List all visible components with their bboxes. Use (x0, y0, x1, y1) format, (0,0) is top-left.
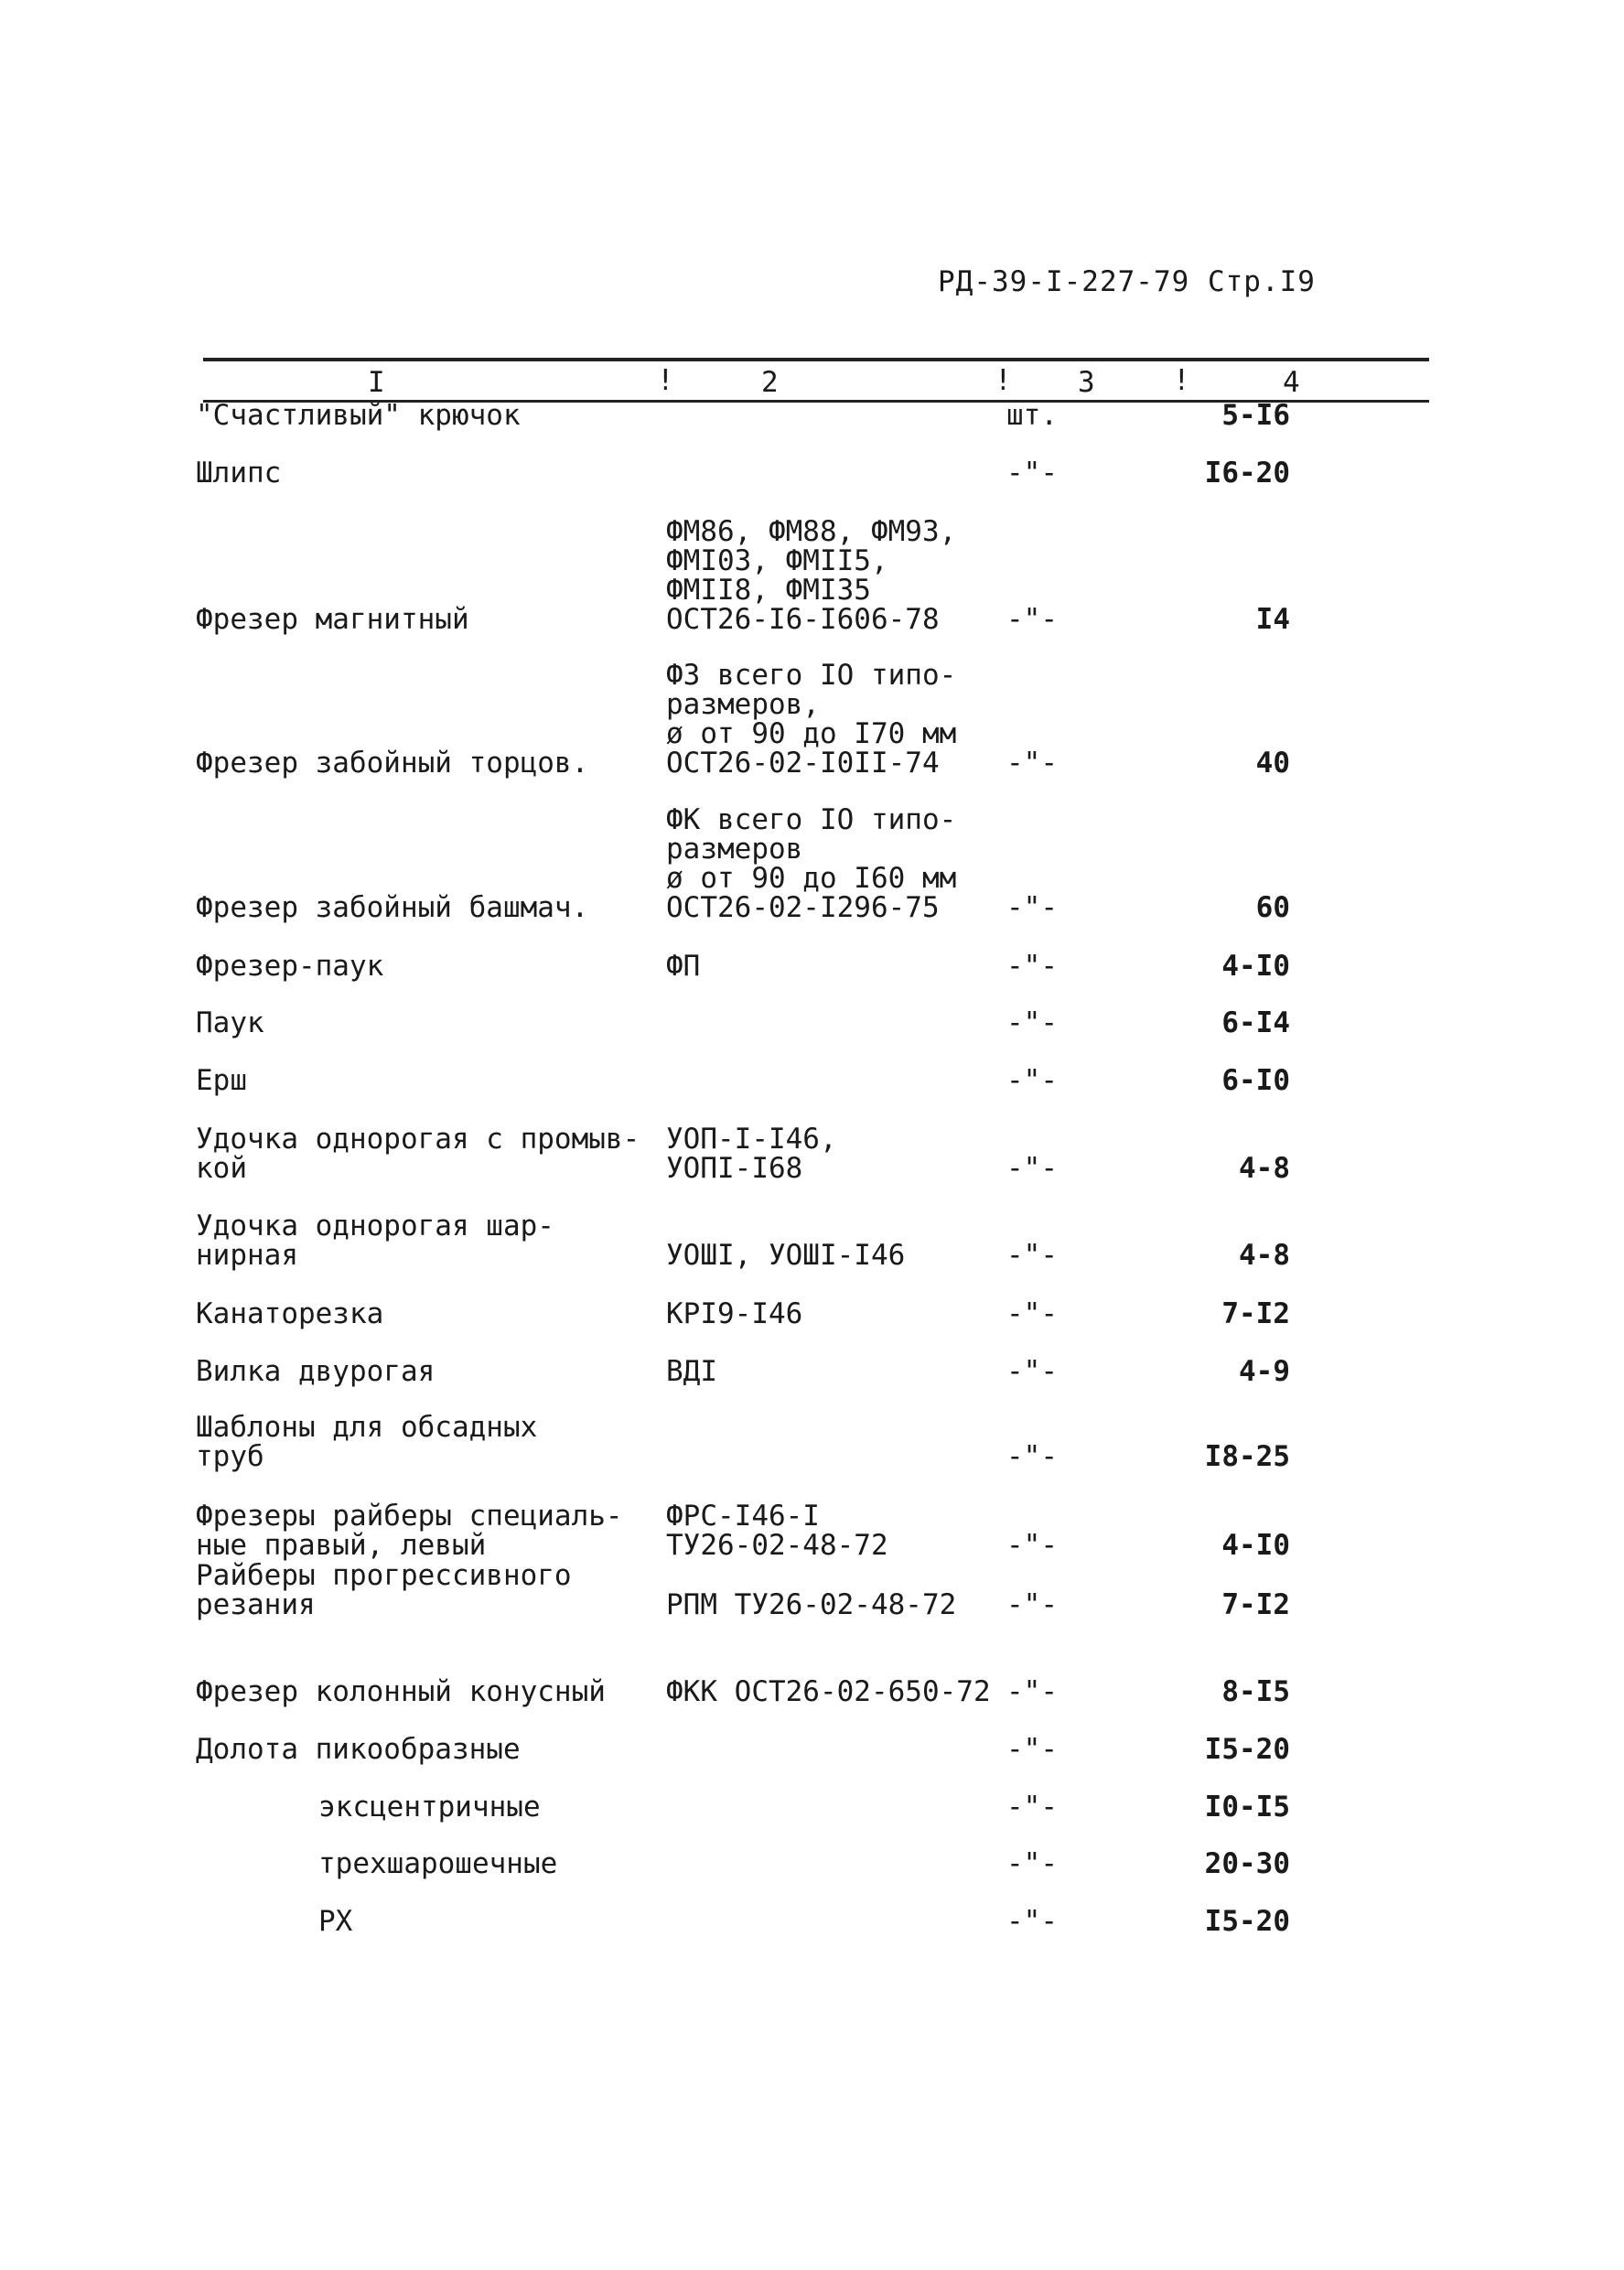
row-10-c3: -"- (1006, 1239, 1058, 1272)
row-19-c1: трехшарошечные (318, 1847, 558, 1880)
row-7-c1: Паук (196, 1006, 264, 1039)
row-5-c3: -"- (1006, 891, 1058, 924)
row-4-c2: ФЗ всего IO типо- размеров, ø от 90 до I70 мм ОСТ26-02-I0II-74 (666, 659, 957, 780)
row-12-c2: ВДI (666, 1355, 717, 1388)
row-7-c3: -"- (1006, 1006, 1058, 1039)
row-15-c3: -"- (1006, 1588, 1058, 1621)
row-11-c4: 7-I2 (1221, 1297, 1290, 1330)
row-12-c3: -"- (1006, 1355, 1058, 1388)
row-8-c3: -"- (1006, 1064, 1058, 1097)
row-10-c4: 4-8 (1239, 1239, 1290, 1272)
row-14-c2: ФРС-I46-I ТУ26-02-48-72 (666, 1500, 888, 1562)
row-5-c4: 60 (1255, 891, 1290, 924)
row-6-c3: -"- (1006, 950, 1058, 983)
row-3-c4: I4 (1255, 603, 1290, 636)
row-15-c4: 7-I2 (1221, 1588, 1290, 1621)
row-16-c1: Фрезер колонный конусный (196, 1675, 606, 1708)
column-header-1: I (368, 366, 385, 399)
row-16-c4: 8-I5 (1221, 1675, 1290, 1708)
row-8-c4: 6-I0 (1221, 1064, 1290, 1097)
row-12-c4: 4-9 (1239, 1355, 1290, 1388)
column-header-2: 2 (761, 366, 779, 399)
row-17-c4: I5-20 (1204, 1733, 1290, 1766)
row-18-c1: эксцентричные (318, 1791, 541, 1824)
row-11-c3: -"- (1006, 1297, 1058, 1330)
row-4-c4: 40 (1255, 747, 1290, 780)
row-12-c1: Вилка двурогая (196, 1355, 436, 1388)
column-separator: ! (657, 364, 674, 397)
row-20-c3: -"- (1006, 1905, 1058, 1938)
row-18-c4: I0-I5 (1204, 1791, 1290, 1824)
row-3-c1: Фрезер магнитный (196, 603, 469, 636)
row-14-c4: 4-I0 (1221, 1529, 1290, 1562)
row-9-c2: УОП-I-I46, УОПI-I68 (666, 1123, 837, 1185)
row-3-c3: -"- (1006, 603, 1058, 636)
row-1-c4: 5-I6 (1221, 399, 1290, 432)
row-5-c1: Фрезер забойный башмач. (196, 891, 589, 924)
row-2-c3: -"- (1006, 457, 1058, 490)
row-9-c3: -"- (1006, 1152, 1058, 1185)
row-18-c3: -"- (1006, 1791, 1058, 1824)
row-15-c2: РПМ ТУ26-02-48-72 (666, 1588, 957, 1621)
row-8-c1: Ерш (196, 1064, 247, 1097)
row-14-c1: Фрезеры райберы специаль- ные правый, левый (196, 1500, 623, 1562)
row-20-c4: I5-20 (1204, 1905, 1290, 1938)
row-19-c4: 20-30 (1204, 1847, 1290, 1880)
row-16-c2: ФКК ОСТ26-02-650-72 (666, 1675, 991, 1708)
column-header-4: 4 (1283, 366, 1300, 399)
row-10-c2: УОШI, УОШI-I46 (666, 1239, 906, 1272)
row-4-c3: -"- (1006, 747, 1058, 780)
row-15-c1: Райберы прогрессивного резания (196, 1559, 572, 1621)
column-separator: ! (1173, 364, 1190, 397)
row-13-c1: Шаблоны для обсадных труб (196, 1411, 538, 1473)
row-13-c4: I8-25 (1204, 1440, 1290, 1473)
row-2-c4: I6-20 (1204, 457, 1290, 490)
row-14-c3: -"- (1006, 1529, 1058, 1562)
row-5-c2: ФК всего IO типо- размеров ø от 90 до I60 мм ОСТ26-02-I296-75 (666, 803, 957, 924)
row-19-c3: -"- (1006, 1847, 1058, 1880)
row-6-c1: Фрезер-паук (196, 950, 384, 983)
column-separator: ! (995, 364, 1012, 397)
document-reference: РД-39-I-227-79 Стр.I9 (938, 265, 1316, 298)
row-6-c4: 4-I0 (1221, 950, 1290, 983)
row-9-c4: 4-8 (1239, 1152, 1290, 1185)
row-7-c4: 6-I4 (1221, 1006, 1290, 1039)
row-11-c1: Канаторезка (196, 1297, 384, 1330)
row-17-c1: Долота пикообразные (196, 1733, 521, 1766)
row-10-c1: Удочка однорогая шар- нирная (196, 1210, 554, 1272)
row-3-c2: ФМ86, ФМ88, ФМ93, ФМI03, ФМII5, ФМII8, ФМI35 ОСТ26-I6-I606-78 (666, 515, 957, 636)
column-header-3: 3 (1078, 366, 1095, 399)
row-1-c1: "Счастливый" крючок (196, 399, 521, 432)
row-16-c3: -"- (1006, 1675, 1058, 1708)
row-17-c3: -"- (1006, 1733, 1058, 1766)
row-2-c1: Шлипс (196, 457, 282, 490)
row-11-c2: КРI9-I46 (666, 1297, 803, 1330)
row-13-c3: -"- (1006, 1440, 1058, 1473)
row-6-c2: ФП (666, 950, 701, 983)
table-top-rule (203, 358, 1429, 361)
row-1-c3: шт. (1006, 399, 1058, 432)
row-4-c1: Фрезер забойный торцов. (196, 747, 589, 780)
row-9-c1: Удочка однорогая с промыв- кой (196, 1123, 640, 1185)
row-20-c1: РХ (318, 1905, 353, 1938)
